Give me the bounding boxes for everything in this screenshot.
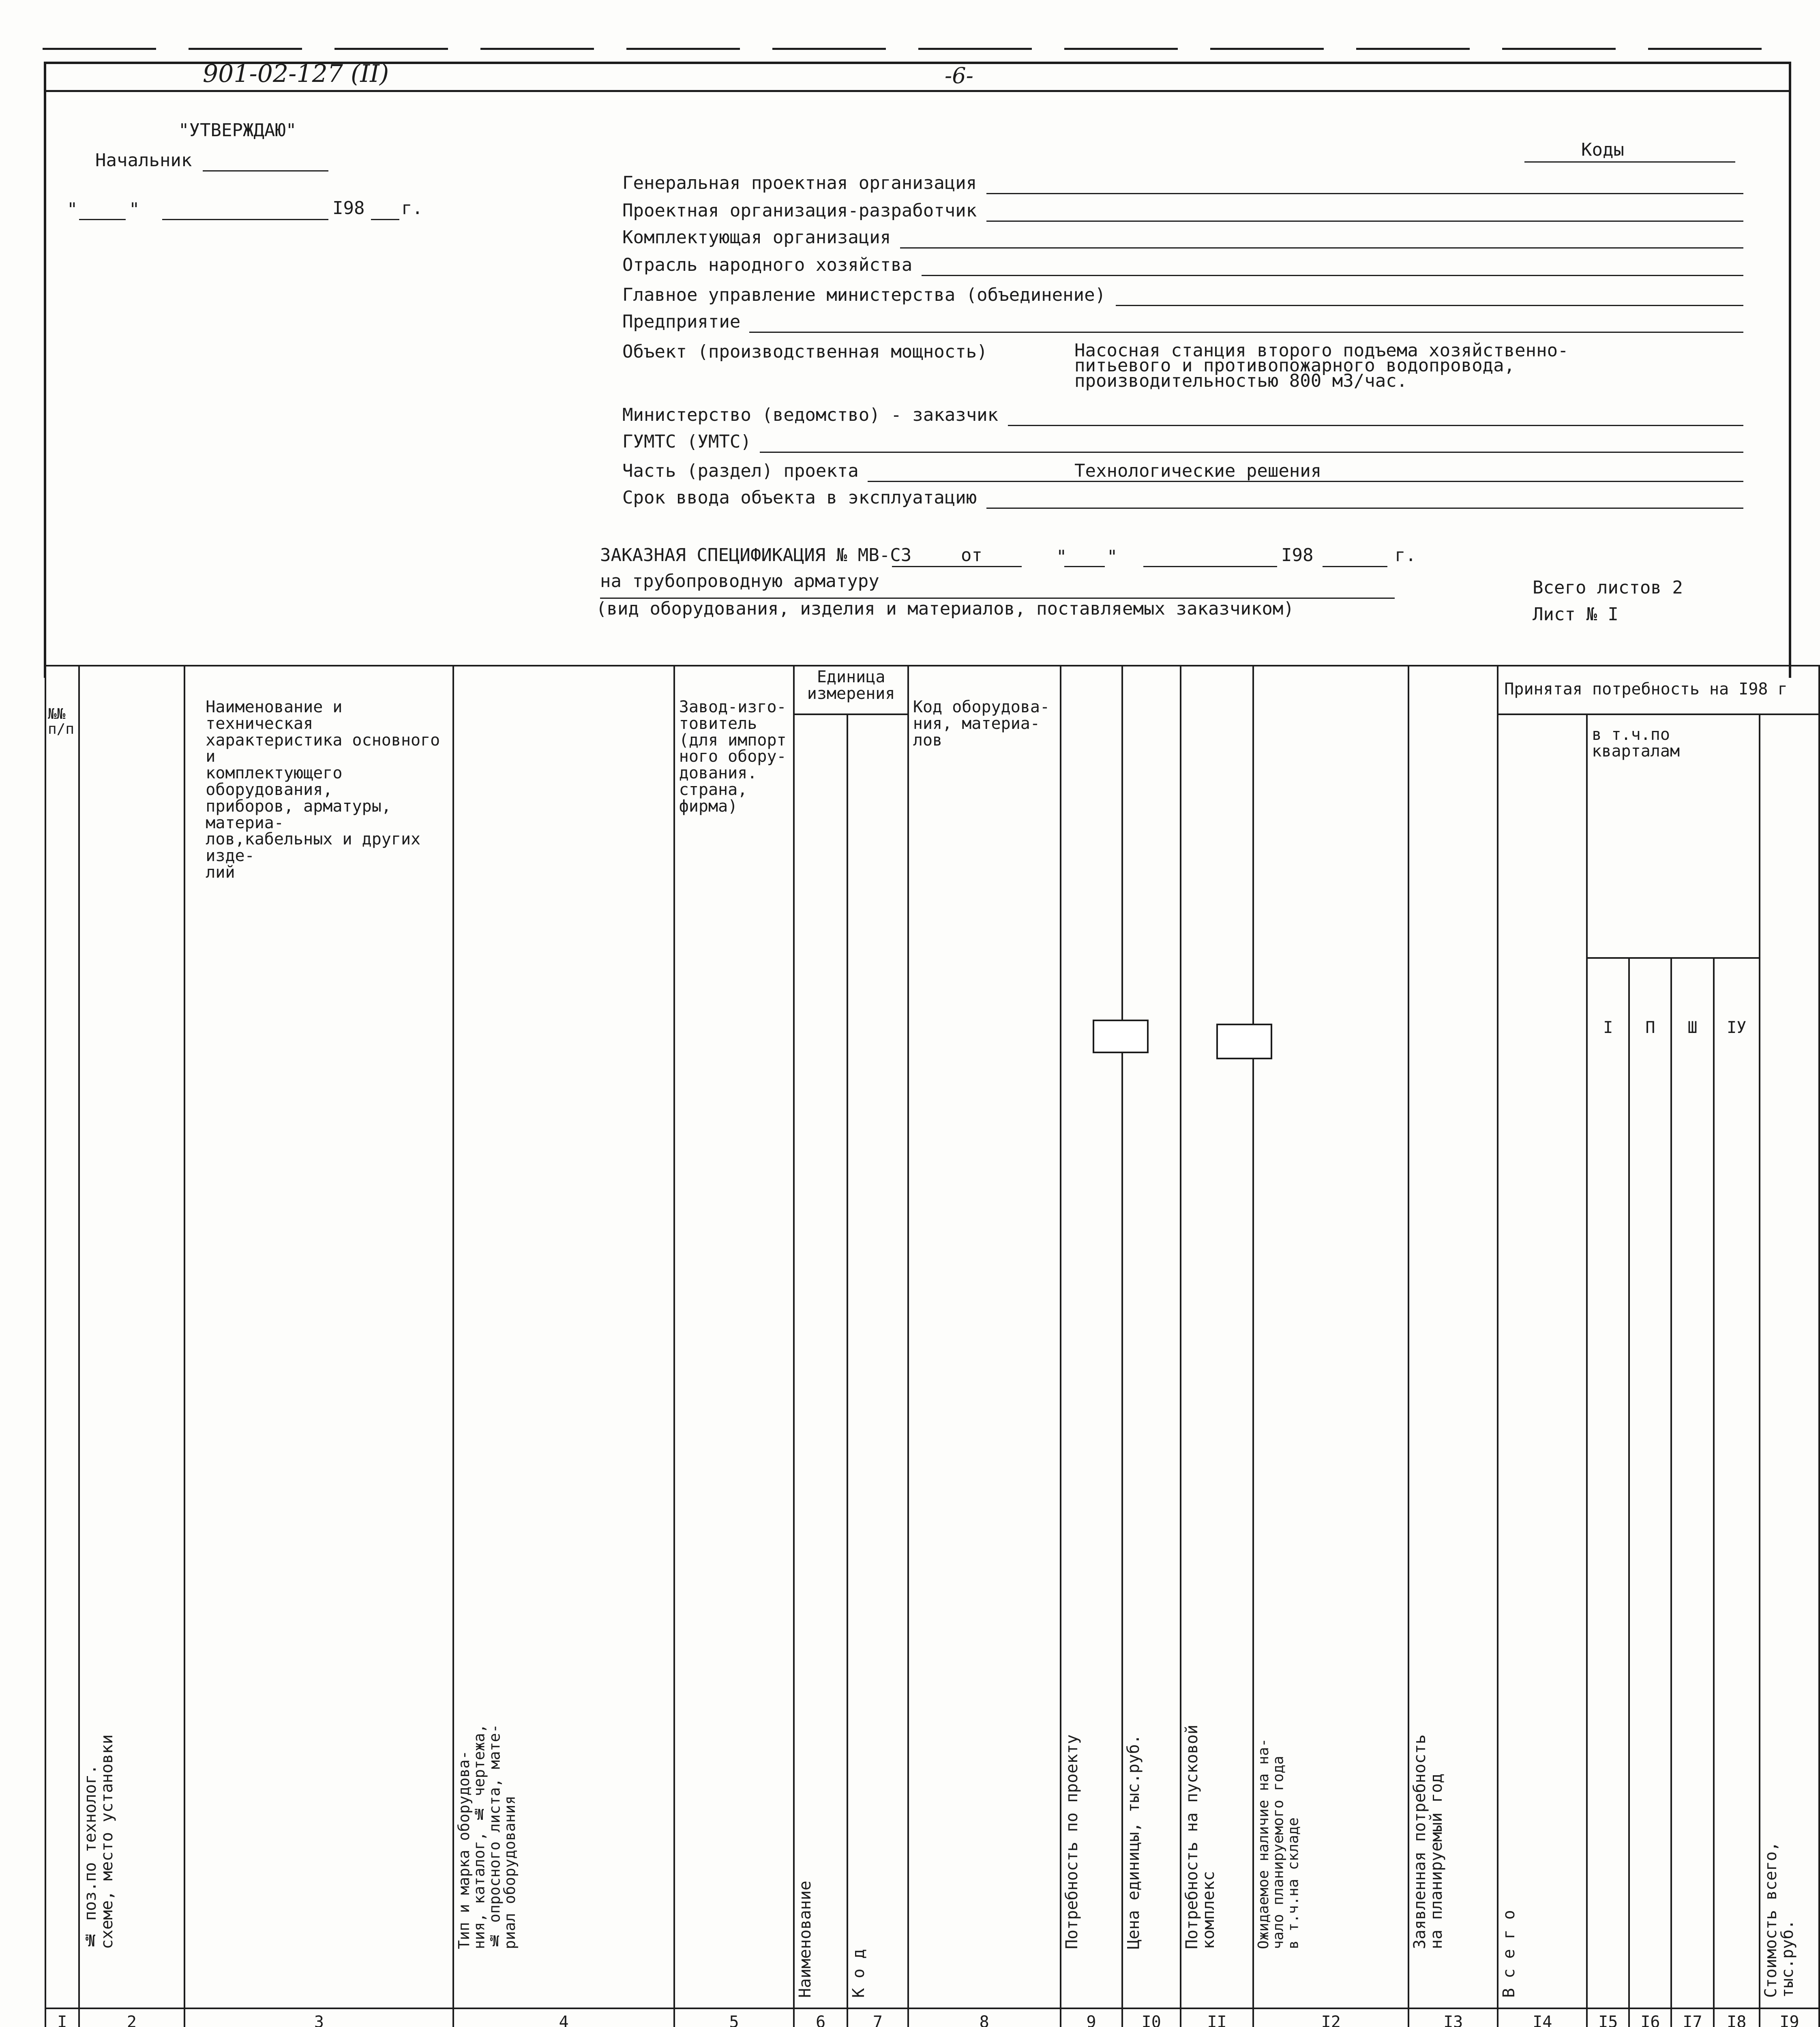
header-declared-need — [1408, 666, 1498, 2008]
field-label: Предприятие — [622, 313, 740, 331]
codes-label: Коды — [1581, 141, 1624, 159]
month-line — [162, 219, 328, 220]
chief-label: Начальник — [95, 152, 192, 169]
approve-heading: "УТВЕРЖДАЮ" — [178, 122, 296, 139]
column-number — [847, 2008, 908, 2027]
column-number — [908, 2008, 1061, 2027]
field-label: Министерство (ведомство) - заказчик — [622, 406, 998, 424]
spec-note: (вид оборудования, изделия и материалов, поставляемых заказчиком) — [596, 600, 1294, 618]
field-fill-line — [986, 193, 1743, 194]
field-label: Проектная организация-разработчик — [622, 202, 977, 220]
column-number — [1408, 2008, 1498, 2027]
date-quote-open: " — [67, 201, 78, 219]
field-label: Комплектующая организация — [622, 229, 891, 246]
spec-year-line — [1323, 566, 1387, 567]
header-quarters: в т.ч.по кварталам — [1587, 714, 1760, 958]
column-number-row — [45, 2008, 1819, 2027]
column-number — [1498, 2008, 1587, 2027]
column-number — [794, 2008, 847, 2027]
header-need-project — [1061, 666, 1122, 2008]
field-fill-line — [986, 508, 1743, 509]
header-q1: I — [1587, 958, 1629, 2008]
field-fill-line — [900, 247, 1743, 249]
column-number — [184, 2008, 453, 2027]
field-label: Отрасль народного хозяйства — [622, 256, 912, 274]
specification-table — [45, 665, 1820, 2027]
spec-month-line — [1143, 566, 1277, 567]
header-q3: Ш — [1671, 958, 1713, 2008]
column-number — [1671, 2008, 1713, 2027]
year-line — [371, 219, 399, 220]
column-number — [674, 2008, 794, 2027]
approval-year: I98 — [332, 199, 364, 217]
page-number: -6- — [945, 65, 973, 87]
header-q4: IУ — [1714, 958, 1760, 2008]
header-total — [1498, 714, 1587, 2008]
header-expected-stock — [1253, 666, 1408, 2008]
header-unit-code — [847, 714, 908, 2008]
field-label: Часть (раздел) проекта — [622, 462, 859, 480]
header-cost — [1760, 714, 1819, 2008]
header-q2: П — [1629, 958, 1671, 2008]
field-label: Объект (производственная мощность) — [622, 343, 988, 361]
field-fill-line — [749, 332, 1743, 333]
field-fill-line — [1116, 305, 1743, 306]
column-number — [79, 2008, 185, 2027]
spec-quote-close: " — [1107, 548, 1118, 566]
column-number — [1253, 2008, 1408, 2027]
spec-year: I98 — [1281, 546, 1313, 564]
chief-signature-line — [203, 170, 328, 171]
header-unit-price — [1122, 666, 1181, 2008]
field-fill-line — [760, 452, 1743, 453]
header-type — [453, 666, 674, 2008]
field-fill-line — [986, 221, 1743, 222]
column-number — [1587, 2008, 1629, 2027]
column-number — [1760, 2008, 1819, 2027]
doc-code: 901-02-127 (II) — [203, 62, 389, 86]
field-label: ГУМТС (УМТС) — [622, 433, 751, 451]
column-number — [1061, 2008, 1122, 2027]
need-start-stamp-box — [1216, 1024, 1272, 1059]
spec-day-line — [1064, 566, 1105, 567]
approval-year-suffix: г. — [401, 199, 423, 217]
header-row-number: №№ п/п — [45, 666, 79, 2008]
header-position — [79, 666, 185, 2008]
field-label: Генеральная проектная организация — [622, 174, 977, 192]
header-rule — [44, 90, 1791, 92]
header-name: Наименование и техническая характеристика основного и комплектующего оборудования, приборов, арматуры, материа- лов,кабельных и других изде- лий — [184, 666, 453, 2008]
spec-year-suffix: г. — [1395, 546, 1416, 564]
field-fill-line — [1008, 425, 1743, 426]
spec-subject: на трубопроводную арматуру — [600, 572, 879, 590]
top-dashed-edge — [43, 48, 1786, 50]
spec-title: ЗАКАЗНАЯ СПЕЦИФИКАЦИЯ № МВ-С3 — [600, 546, 911, 564]
column-number — [45, 2008, 79, 2027]
header-unit-name — [794, 714, 847, 2008]
column-number — [1181, 2008, 1253, 2027]
codes-underline — [1524, 161, 1735, 163]
total-sheets: Всего листов 2 — [1533, 579, 1683, 597]
field-value: Насосная станция второго подъема хозяйственно- питьевого и противопожарного водопровода, производительностью 800 м3/час. — [1074, 343, 1569, 388]
date-quote-close: " — [129, 201, 140, 219]
header-unit: Единица измерения — [794, 666, 908, 714]
field-label: Срок ввода объекта в эксплуатацию — [622, 489, 977, 507]
header-manufacturer: Завод-изго- товитель (для импорт ного обору- дования. страна, фирма) — [674, 666, 794, 2008]
column-number — [1629, 2008, 1671, 2027]
field-value: Технологические решения — [1074, 462, 1321, 480]
column-number — [1122, 2008, 1181, 2027]
column-number — [453, 2008, 674, 2027]
day-line — [79, 219, 126, 220]
sheet-number: Лист № I — [1533, 606, 1618, 624]
header-accepted-need: Принятая потребность на I98 г — [1498, 666, 1819, 714]
column-number — [1714, 2008, 1760, 2027]
field-label: Главное управление министерства (объединение) — [622, 286, 1106, 304]
spec-from: от — [961, 546, 982, 564]
header-need-start — [1181, 666, 1253, 2008]
spec-number-underline — [892, 566, 1022, 567]
field-fill-line — [922, 275, 1743, 276]
header-equipment-code: Код оборудова- ния, материа- лов — [908, 666, 1061, 2008]
need-project-stamp-box — [1093, 1020, 1149, 1053]
spec-quote-open: " — [1056, 548, 1067, 566]
